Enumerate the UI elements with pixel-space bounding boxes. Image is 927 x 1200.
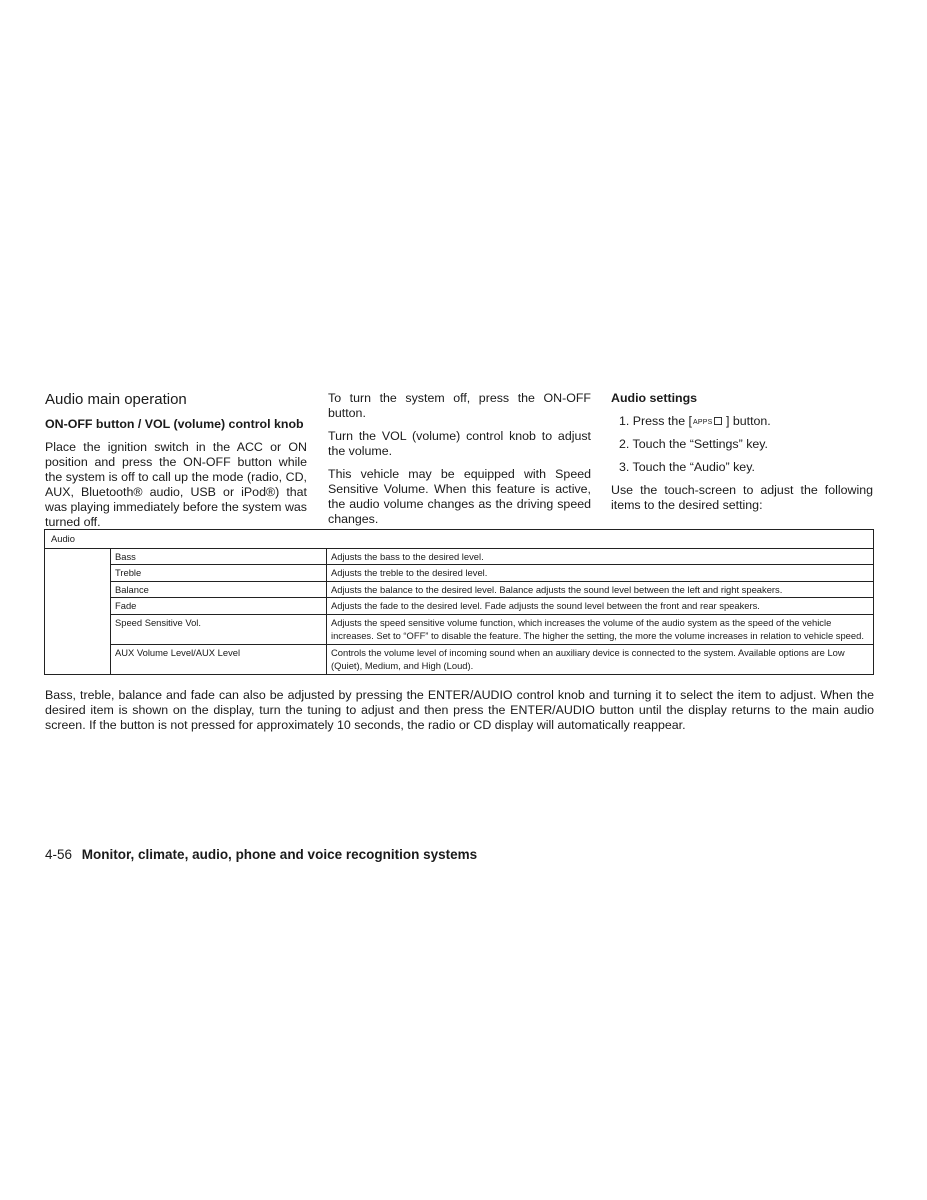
audio-settings-table <box>44 529 874 675</box>
column-middle <box>328 391 591 535</box>
table-blank-cell <box>45 548 111 674</box>
paragraph-volume-knob: Turn the VOL (volume) control knob to adjust the volume. <box>328 429 591 458</box>
table-item-cell: Treble <box>111 565 327 582</box>
section-heading-audio-main-operation: Audio main operation <box>45 391 187 408</box>
table-row <box>45 644 874 674</box>
chapter-title: Monitor, climate, audio, phone and voice recognition systems <box>81 847 478 862</box>
step1-prefix: 1. Press the [ <box>619 414 693 428</box>
table-desc-cell: Adjusts the speed sensitive volume function, which increases the volume of the audio system as the speed of the vehicle increases. Set to “OFF” to disable the feature. The higher the setting, the more the volume increases in relation to vehicle speed. <box>327 614 874 644</box>
apps-button-icon <box>692 417 722 427</box>
paragraph-ignition: Place the ignition switch in the ACC or ON position and press the ON-OFF button while the system is off to call up the mode (radio, CD, AUX, Bluetooth® audio, USB or iPod®) that was playing immediately before the system was turned off. <box>45 440 307 529</box>
table-desc-cell: Adjusts the treble to the desired level. <box>327 565 874 582</box>
table-desc-cell: Adjusts the balance to the desired level. Balance adjusts the sound level between the left and right speakers. <box>327 581 874 598</box>
paragraph-enter-audio: Bass, treble, balance and fade can also be adjusted by pressing the ENTER/AUDIO control knob and turning it to select the item to adjust. When the desired item is shown on the display, turn the tuning to adjust and then press the ENTER/AUDIO button until the display returns to the main audio screen. If the button is not pressed for approximately 10 seconds, the radio or CD display will automatically reappear. <box>45 688 874 732</box>
table-header-row <box>45 530 874 549</box>
page-number: 4-56 <box>45 847 73 862</box>
step-item: 3. Touch the “Audio” key. <box>619 460 755 474</box>
table-item-cell: Fade <box>111 598 327 615</box>
paragraph-turn-off: To turn the system off, press the ON-OFF button. <box>328 391 591 420</box>
table-row <box>45 565 874 582</box>
apps-key-box-icon <box>714 417 722 425</box>
table-desc-cell: Adjusts the fade to the desired level. Fade adjusts the sound level between the front and rear speakers. <box>327 598 874 615</box>
table-desc-cell: Adjusts the bass to the desired level. <box>327 548 874 565</box>
step-item <box>611 414 873 429</box>
subheading-on-off-vol: ON-OFF button / VOL (volume) control knob <box>45 417 304 431</box>
table-row <box>45 548 874 565</box>
step-item: 2. Touch the “Settings” key. <box>619 437 768 451</box>
table-item-cell: Balance <box>111 581 327 598</box>
step1-suffix: ] button. <box>725 414 771 428</box>
column-left <box>45 391 307 538</box>
table-row <box>45 581 874 598</box>
apps-key-label: APPS <box>693 419 713 426</box>
page-footer <box>45 847 477 863</box>
table-item-cell: Speed Sensitive Vol. <box>111 614 327 644</box>
subheading-audio-settings: Audio settings <box>611 391 698 405</box>
paragraph-speed-sensitive: This vehicle may be equipped with Speed Sensitive Volume. When this feature is active, the audio volume changes as the driving speed changes. <box>328 467 591 526</box>
table-desc-cell: Controls the volume level of incoming sound when an auxiliary device is connected to the system. Available options are Low (Quiet), Medium, and High (Loud). <box>327 644 874 674</box>
table-item-cell: Bass <box>111 548 327 565</box>
table-row <box>45 598 874 615</box>
settings-steps-list <box>611 414 873 475</box>
column-right <box>611 391 873 521</box>
table-row <box>45 614 874 644</box>
paragraph-touch-screen: Use the touch-screen to adjust the following items to the desired setting: <box>611 483 873 512</box>
table-item-cell: AUX Volume Level/AUX Level <box>111 644 327 674</box>
table-header-cell: Audio <box>45 530 874 549</box>
